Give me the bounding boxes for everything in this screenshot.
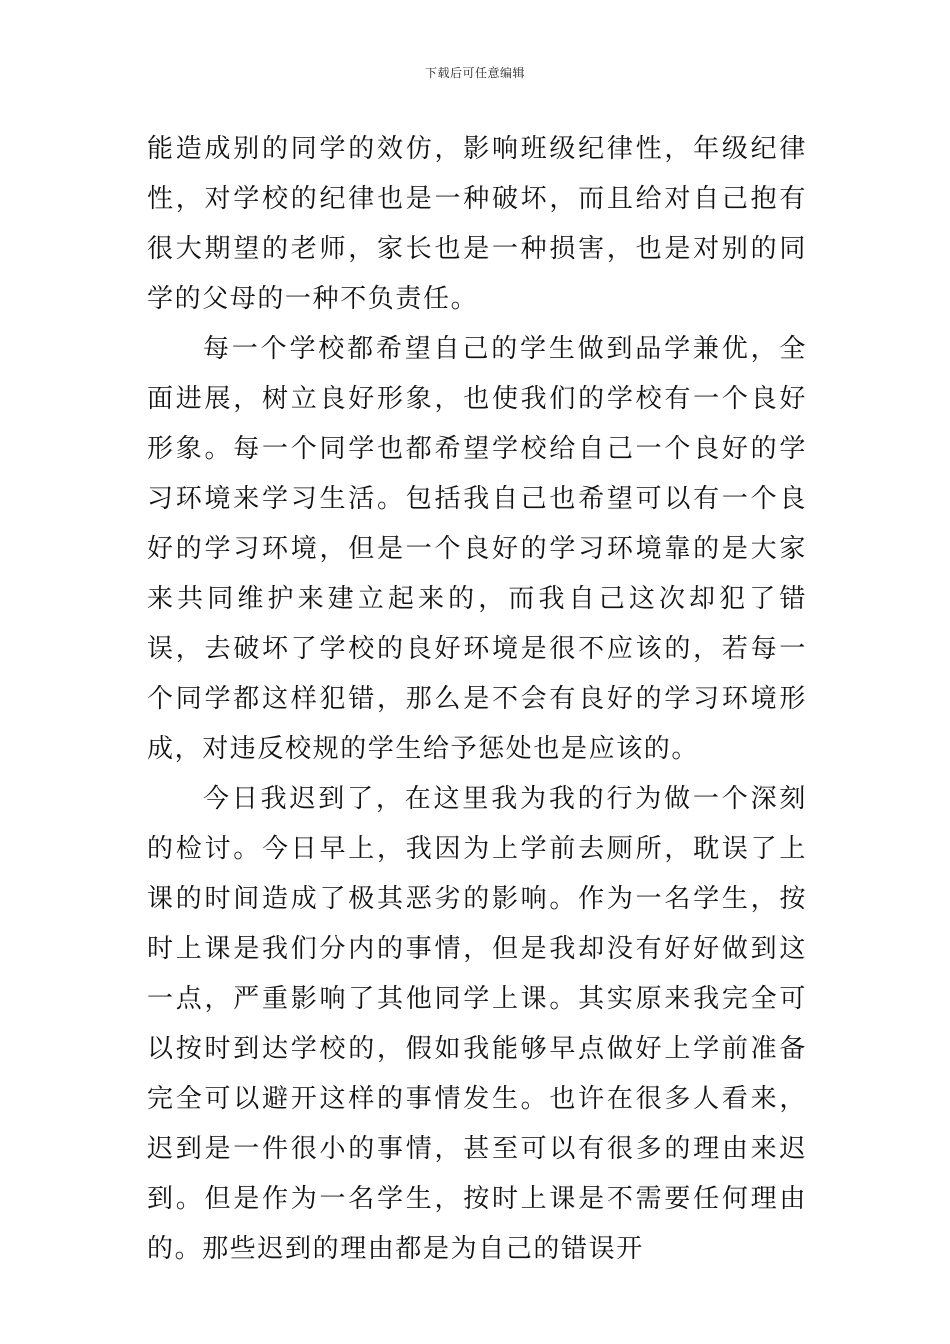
document-body <box>147 124 807 1274</box>
paragraph-school-expectations: 每一个学校都希望自己的学生做到品学兼优，全面进展，树立良好形象，也使我们的学校有一个良好形象。每一个同学也都希望学校给自己一个良好的学习环境来学习生活。包括我自己也希望可以有一个良好的学习环境，但是一个良好的学习环境靠的是大家来共同维护来建立起来的，而我自己这次却犯了错误，去破坏了学校的良好环境是很不应该的，若每一个同学都这样犯错，那么是不会有良好的学习环境形成，对违反校规的学生给予惩处也是应该的。 <box>147 334 807 764</box>
paragraph-lateness-apology: 今日我迟到了，在这里我为我的行为做一个深刻的检讨。今日早上，我因为上学前去厕所，耽误了上课的时间造成了极其恶劣的影响。作为一名学生，按时上课是我们分内的事情，但是我却没有好好做到这一点，严重影响了其他同学上课。其实原来我完全可以按时到达学校的，假如我能够早点做好上学前准备完全可以避开这样的事情发生。也许在很多人看来，迟到是一件很小的事情，甚至可以有很多的理由来迟到。但是作为一名学生，按时上课是不需要任何理由的。那些迟到的理由都是为自己的错误开 <box>147 784 807 1264</box>
page-header: 下载后可任意编辑 <box>424 66 525 80</box>
paragraph-continuation: 能造成别的同学的效仿，影响班级纪律性，年级纪律性，对学校的纪律也是一种破坏，而且给对自己抱有很大期望的老师，家长也是一种损害，也是对别的同学的父母的一种不负责任。 <box>147 134 807 314</box>
